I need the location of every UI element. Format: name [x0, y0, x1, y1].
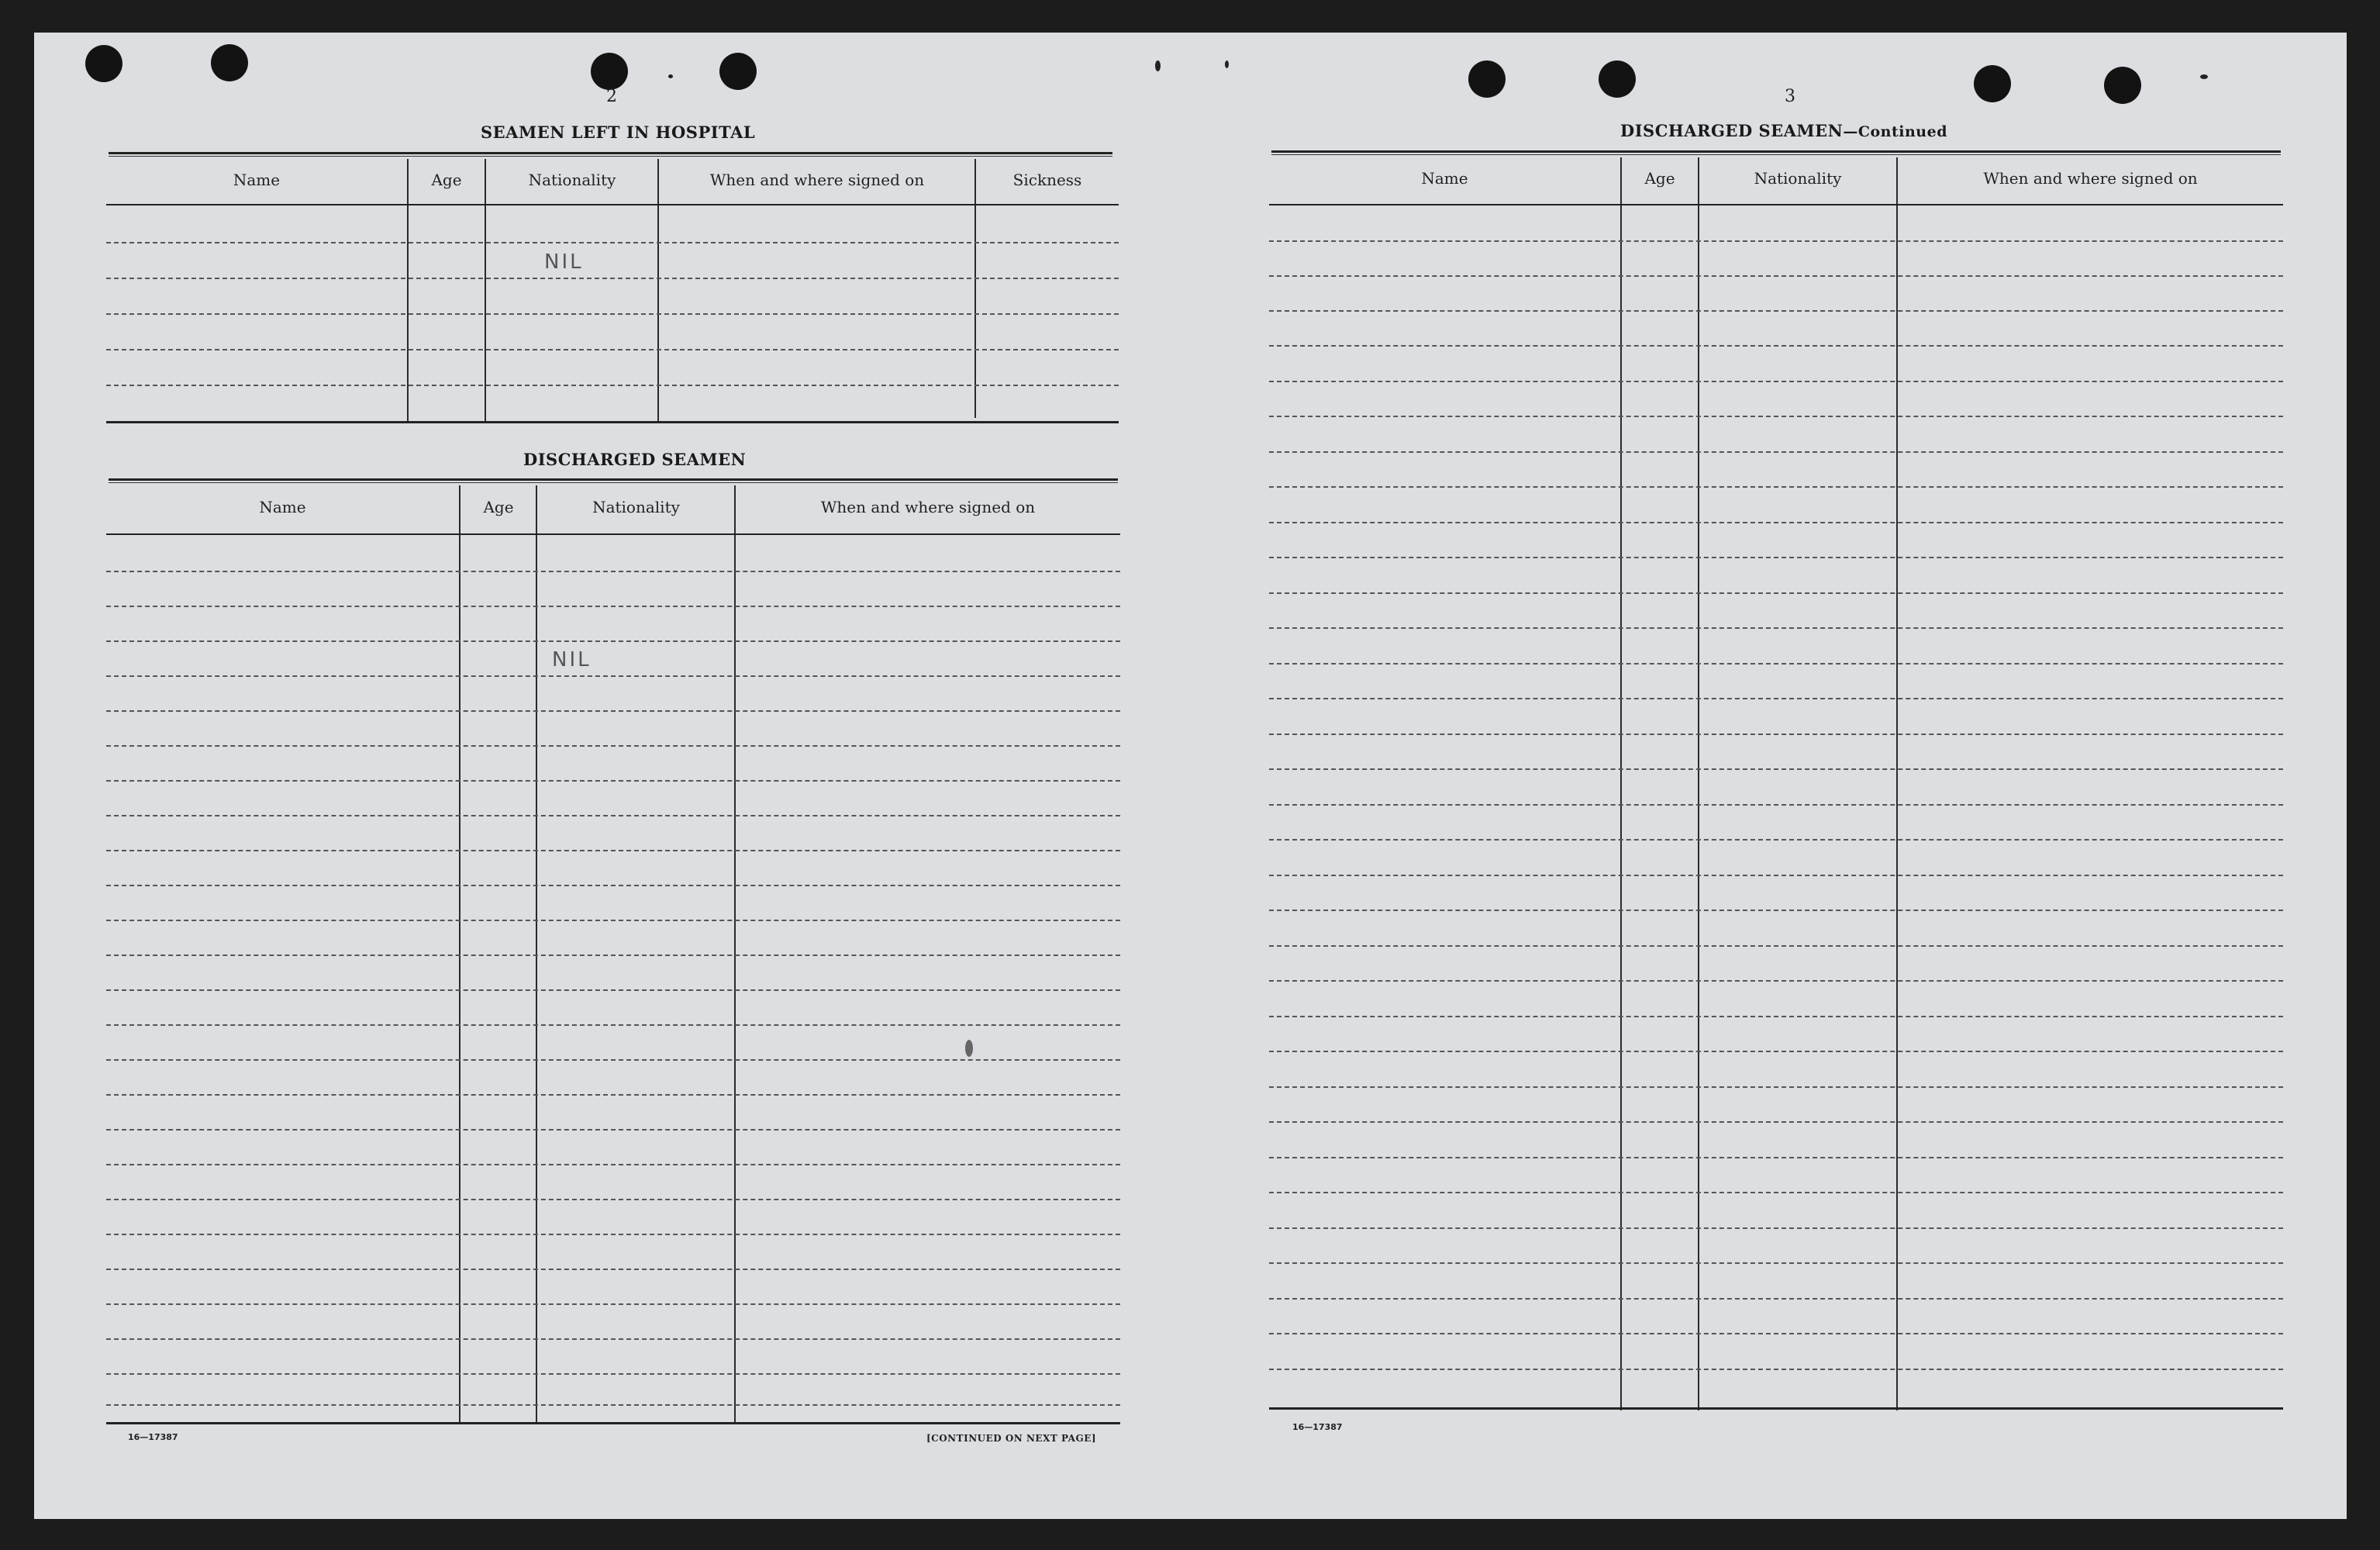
row-line	[1269, 1298, 2283, 1300]
row-line	[1269, 945, 2283, 947]
col-header-age: Age	[431, 171, 462, 189]
row-line	[106, 385, 1119, 386]
page-number: 3	[1785, 87, 1795, 106]
row-line	[106, 1129, 1120, 1131]
col-header-name: Name	[259, 498, 306, 516]
col-header-age: Age	[483, 498, 514, 516]
row-line	[1269, 910, 2283, 911]
row-line	[1269, 557, 2283, 558]
row-line	[1269, 768, 2283, 770]
punch-hole	[1974, 65, 2011, 102]
row-line	[106, 1269, 1120, 1270]
column-divider	[407, 159, 409, 423]
row-line	[106, 815, 1120, 816]
col-header-nationality: Nationality	[1754, 169, 1842, 188]
punch-hole	[719, 53, 757, 90]
row-line	[1269, 381, 2283, 382]
row-line	[1269, 240, 2283, 242]
row-line	[106, 780, 1120, 782]
header-underline	[106, 533, 1120, 535]
punch-hole	[591, 53, 628, 90]
row-line	[1269, 1121, 2283, 1123]
punch-hole	[1468, 60, 1506, 98]
section-rule	[109, 478, 1118, 483]
column-divider	[657, 159, 659, 423]
row-line	[1269, 1086, 2283, 1088]
punch-hole	[211, 44, 248, 81]
row-line	[1269, 345, 2283, 347]
title-main: DISCHARGED SEAMEN	[1620, 121, 1844, 140]
ink-speck	[1155, 60, 1161, 71]
row-line	[1269, 592, 2283, 594]
row-line	[106, 850, 1120, 851]
ink-speck	[2200, 74, 2208, 79]
table-bottom-rule	[106, 421, 1119, 423]
header-underline	[1269, 204, 2283, 205]
form-number: 16—17387	[128, 1432, 178, 1442]
section-rule	[1271, 150, 2281, 155]
row-line	[106, 1199, 1120, 1200]
row-line	[1269, 310, 2283, 312]
discharged-continued-table	[1269, 157, 2283, 1414]
col-header-when-where: When and where signed on	[1983, 169, 2198, 188]
row-line	[106, 885, 1120, 886]
col-header-nationality: Nationality	[528, 171, 616, 189]
row-line	[106, 989, 1120, 991]
section-rule	[109, 152, 1112, 157]
row-line	[1269, 734, 2283, 735]
row-line	[1269, 522, 2283, 523]
row-line	[1269, 698, 2283, 699]
row-line	[106, 606, 1120, 607]
row-line	[106, 1024, 1120, 1026]
hospital-table	[106, 159, 1119, 423]
row-line	[106, 278, 1119, 279]
row-line	[1269, 275, 2283, 277]
discharged-table	[106, 485, 1120, 1424]
row-line	[106, 349, 1119, 350]
punch-hole	[1599, 60, 1636, 98]
row-line	[1269, 1192, 2283, 1193]
row-line	[106, 955, 1120, 956]
row-line	[1269, 839, 2283, 841]
col-header-nationality: Nationality	[592, 498, 680, 516]
row-line	[106, 1164, 1120, 1165]
row-line	[106, 571, 1120, 572]
row-line	[1269, 1333, 2283, 1334]
ink-speck	[668, 74, 673, 78]
row-line	[1269, 1157, 2283, 1158]
form-number: 16—17387	[1292, 1422, 1343, 1432]
column-divider	[485, 159, 486, 423]
row-line	[1269, 804, 2283, 806]
row-line	[1269, 1051, 2283, 1052]
row-line	[1269, 663, 2283, 665]
row-line	[106, 1373, 1120, 1375]
row-line	[106, 1404, 1120, 1406]
title-suffix: —Continued	[1843, 123, 1947, 140]
punch-hole	[2104, 67, 2141, 104]
page-number: 2	[606, 87, 617, 106]
row-line	[1269, 627, 2283, 629]
row-line	[106, 1338, 1120, 1340]
row-line	[106, 1059, 1120, 1061]
col-header-sickness: Sickness	[1012, 171, 1082, 189]
row-line	[1269, 486, 2283, 488]
row-line	[106, 710, 1120, 712]
table-bottom-rule	[1269, 1407, 2283, 1410]
column-divider	[974, 159, 976, 418]
row-line	[1269, 1227, 2283, 1229]
header-underline	[106, 204, 1119, 205]
row-line	[1269, 416, 2283, 417]
continued-note: [CONTINUED ON NEXT PAGE]	[926, 1433, 1097, 1444]
handwritten-entry: NIL	[544, 250, 584, 274]
row-line	[106, 1234, 1120, 1235]
punch-hole	[85, 45, 122, 82]
col-header-when-where: When and where signed on	[820, 498, 1036, 516]
row-line	[1269, 980, 2283, 982]
row-line	[106, 313, 1119, 315]
col-header-name: Name	[1421, 169, 1468, 188]
col-header-age: Age	[1644, 169, 1675, 188]
section-title-discharged: DISCHARGED SEAMEN	[523, 450, 747, 469]
row-line	[106, 675, 1120, 677]
row-line	[106, 1094, 1120, 1096]
row-line	[106, 242, 1119, 243]
col-header-when-where: When and where signed on	[709, 171, 925, 189]
row-line	[1269, 1369, 2283, 1370]
row-line	[106, 920, 1120, 921]
row-line	[1269, 875, 2283, 876]
handwritten-entry: NIL	[552, 648, 592, 671]
row-line	[106, 640, 1120, 642]
table-bottom-rule	[106, 1422, 1120, 1424]
ink-speck	[1225, 60, 1229, 68]
col-header-name: Name	[233, 171, 281, 189]
section-title-discharged-continued	[1620, 121, 1947, 140]
row-line	[1269, 451, 2283, 453]
row-line	[106, 745, 1120, 747]
row-line	[1269, 1016, 2283, 1017]
row-line	[106, 1303, 1120, 1305]
row-line	[1269, 1262, 2283, 1264]
section-title-hospital: SEAMEN LEFT IN HOSPITAL	[481, 123, 756, 142]
